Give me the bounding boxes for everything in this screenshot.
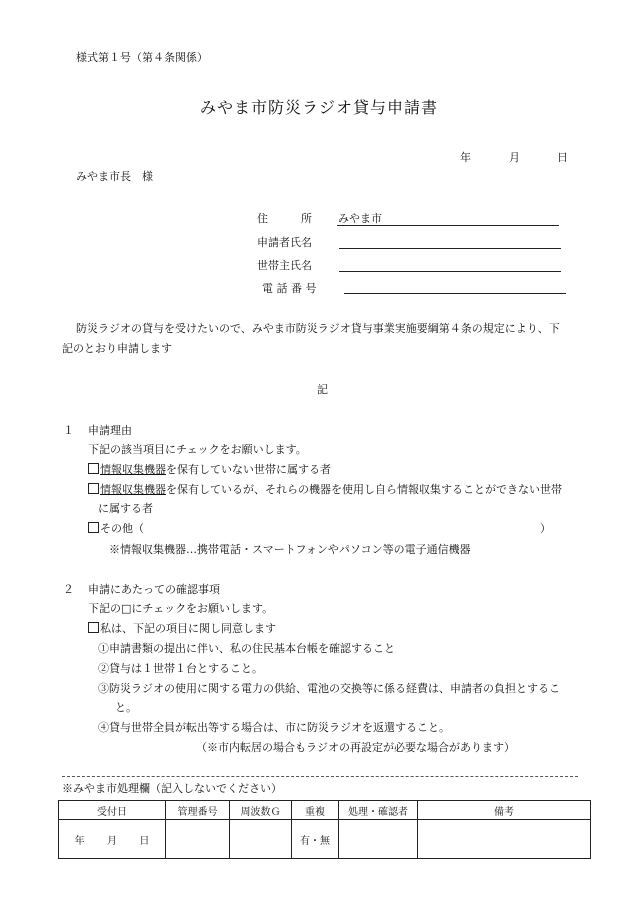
cell-duplicate: 有・無: [292, 820, 339, 859]
option-lead: 情報収集機器: [100, 463, 166, 476]
agree-text: 私は、下記の項目に関し同意します: [100, 622, 276, 635]
office-use-table: [58, 800, 591, 859]
date-year: 年: [460, 151, 471, 164]
option-text: その他（: [100, 522, 144, 535]
addressee: みやま市長 様: [76, 170, 153, 183]
section1-number: １: [63, 424, 74, 437]
section2-instruction: 下記の□にチェックをお願いします。: [88, 602, 274, 615]
header-received-date: 受付日: [59, 801, 166, 820]
cell-frequency: [230, 820, 292, 859]
checkbox[interactable]: [88, 483, 99, 494]
household-head-field[interactable]: [339, 271, 561, 272]
header-duplicate: 重複: [292, 801, 339, 820]
applicant-name-label: 申請者氏名: [257, 236, 312, 249]
office-table-header: [59, 801, 591, 820]
reason-option-other[interactable]: [88, 522, 144, 535]
option-lead: 情報収集機器: [100, 483, 166, 496]
reason-option-no-device[interactable]: [88, 463, 331, 476]
received-year: 年: [74, 835, 85, 847]
cell-processor: [339, 820, 418, 859]
header-frequency: 周波数Ｇ: [230, 801, 292, 820]
section2-number: ２: [63, 583, 74, 596]
received-month: 月: [107, 835, 117, 847]
cell-received-date: [59, 820, 166, 859]
option-text: を保有していない世帯に属する者: [166, 463, 331, 476]
date-day: 日: [557, 151, 568, 164]
phone-label: 電 話 番 号: [262, 282, 317, 295]
section2-heading: 申請にあたっての確認事項: [88, 583, 220, 596]
page-title: みやま市防災ラジオ貸与申請書: [200, 98, 439, 117]
reason-option-cannot-use[interactable]: [88, 483, 562, 496]
header-control-number: 管理番号: [166, 801, 230, 820]
cell-remarks: [418, 820, 591, 859]
header-remarks: 備考: [418, 801, 591, 820]
ki-heading: 記: [317, 383, 328, 396]
confirm-item-4: ④貸与世帯全員が転出等する場合は、市に防災ラジオを返還すること。: [98, 721, 450, 734]
option-text: を保有しているが、それらの機器を使用し自ら情報収集することができない世帯: [166, 483, 562, 496]
address-line: [337, 225, 559, 226]
received-day: 日: [139, 835, 150, 847]
reason-other-close: ）: [540, 522, 551, 535]
cell-control-number: [166, 820, 230, 859]
reason-option-cannot-use-cont: に属する者: [98, 502, 153, 515]
household-head-label: 世帯主氏名: [257, 259, 312, 272]
applicant-name-field[interactable]: [339, 248, 561, 249]
date-month: 月: [509, 151, 520, 164]
address-value[interactable]: みやま市: [338, 212, 382, 225]
confirm-item-1: ①申請書類の提出に伴い、私の住民基本台帳を確認すること: [98, 642, 395, 655]
header-processor: 処理・確認者: [339, 801, 418, 820]
confirm-item-3: ③防災ラジオの使用に関する電力の供給、電池の交換等に係る経費は、申請者の負担とするこ: [98, 682, 560, 695]
cut-line-divider: [62, 776, 578, 777]
confirm-item-2: ②貸与は１世帯１台とすること。: [98, 662, 263, 675]
office-use-heading: ※みやま市処理欄（記入しないでください）: [62, 782, 282, 795]
intro-text-line2: 記のとおり申請します: [62, 342, 172, 355]
confirm-item-3-cont: と。: [115, 701, 137, 714]
confirm-item-4-note: （※市内転居の場合もラジオの再設定が必要な場合があります）: [196, 741, 515, 754]
reason-note: ※情報収集機器…携帯電話・スマートフォンやパソコン等の電子通信機器: [109, 543, 471, 556]
office-table-row: [59, 820, 591, 859]
agree-option[interactable]: [88, 622, 276, 635]
checkbox[interactable]: [88, 622, 99, 633]
section1-heading: 申請理由: [88, 424, 132, 437]
address-label: 住 所: [257, 212, 312, 225]
checkbox[interactable]: [88, 463, 99, 474]
form-number: 様式第１号（第４条関係）: [76, 51, 208, 64]
phone-field[interactable]: [344, 293, 566, 294]
checkbox[interactable]: [88, 522, 99, 533]
section1-instruction: 下記の該当項目にチェックをお願いします。: [88, 443, 307, 456]
intro-text-line1: 防災ラジオの貸与を受けたいので、みやま市防災ラジオ貸与事業実施要綱第４条の規定により、下: [76, 322, 560, 335]
